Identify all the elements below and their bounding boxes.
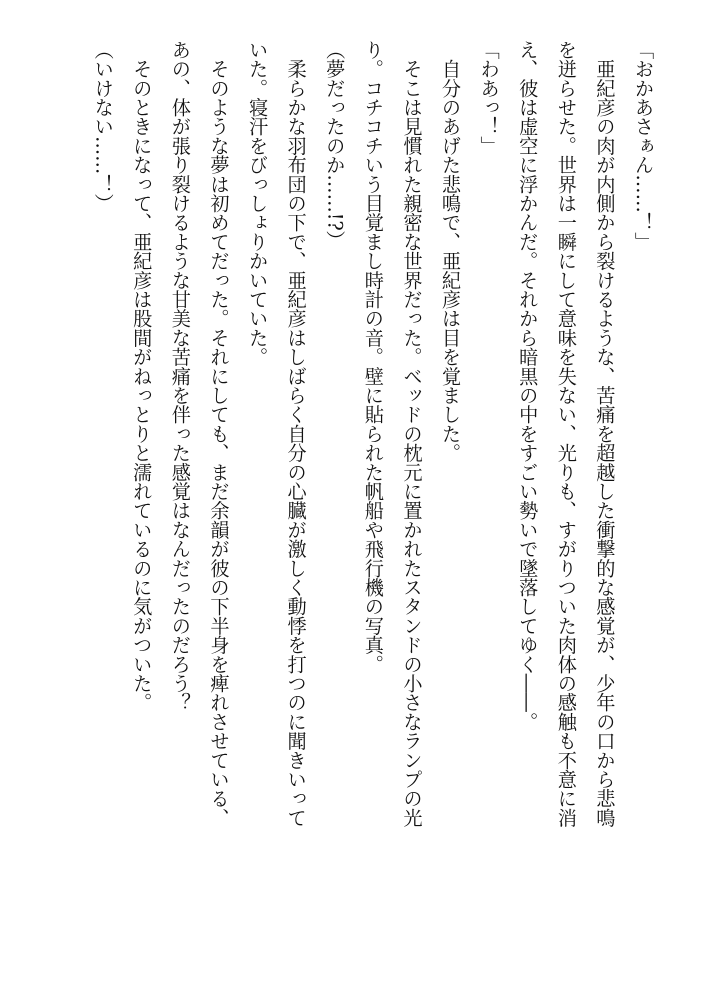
text-line: 柔らかな羽布団の下で、亜紀彦はしばらく自分の心臓が激しく動悸を打つのに聞きいって — [284, 40, 308, 828]
text-line: そのような夢は初めてだった。それにしても、まだ余韻が彼の下半身を痺れさせている、 — [207, 40, 231, 828]
text-line: り。コチコチいう目覚まし時計の音。壁に貼られた帆船や飛行機の写真。 — [361, 40, 385, 674]
vertical-text-body — [83, 40, 662, 970]
text-line: 「わあっ！」 — [477, 40, 501, 156]
text-line: 自分のあげた悲鳴で、亜紀彦は目を覚ました。 — [439, 40, 463, 463]
text-line: （夢だったのか……!?） — [323, 40, 347, 250]
text-line: （いけない……！） — [91, 40, 115, 213]
text-line: あの、体が張り裂けるような甘美な苦痛を伴った感覚はなんだったのだろう？ — [168, 40, 192, 712]
text-line: 亜紀彦の肉が内側から裂けるような、苦痛を超越した衝撃的な感覚が、少年の口から悲鳴 — [593, 40, 617, 828]
text-line: え、彼は虚空に浮かんだ。それから暗黒の中をすごい勢いで墜落してゆく――。 — [516, 40, 540, 732]
text-line: 「おかあさぁん……！」 — [632, 40, 655, 252]
text-line: そこは見慣れた親密な世界だった。ベッドの枕元に置かれたスタンドの小さなランプの光 — [400, 40, 424, 828]
text-line: を迸らせた。世界は一瞬にして意味を失ない、光りも、すがりついた肉体の感触も不意に消 — [554, 40, 578, 828]
text-line: いた。寝汗をびっしょりかいていた。 — [246, 40, 270, 367]
text-line: そのときになって、亜紀彦は股間がねっとりと濡れているのに気がついた。 — [130, 40, 154, 712]
